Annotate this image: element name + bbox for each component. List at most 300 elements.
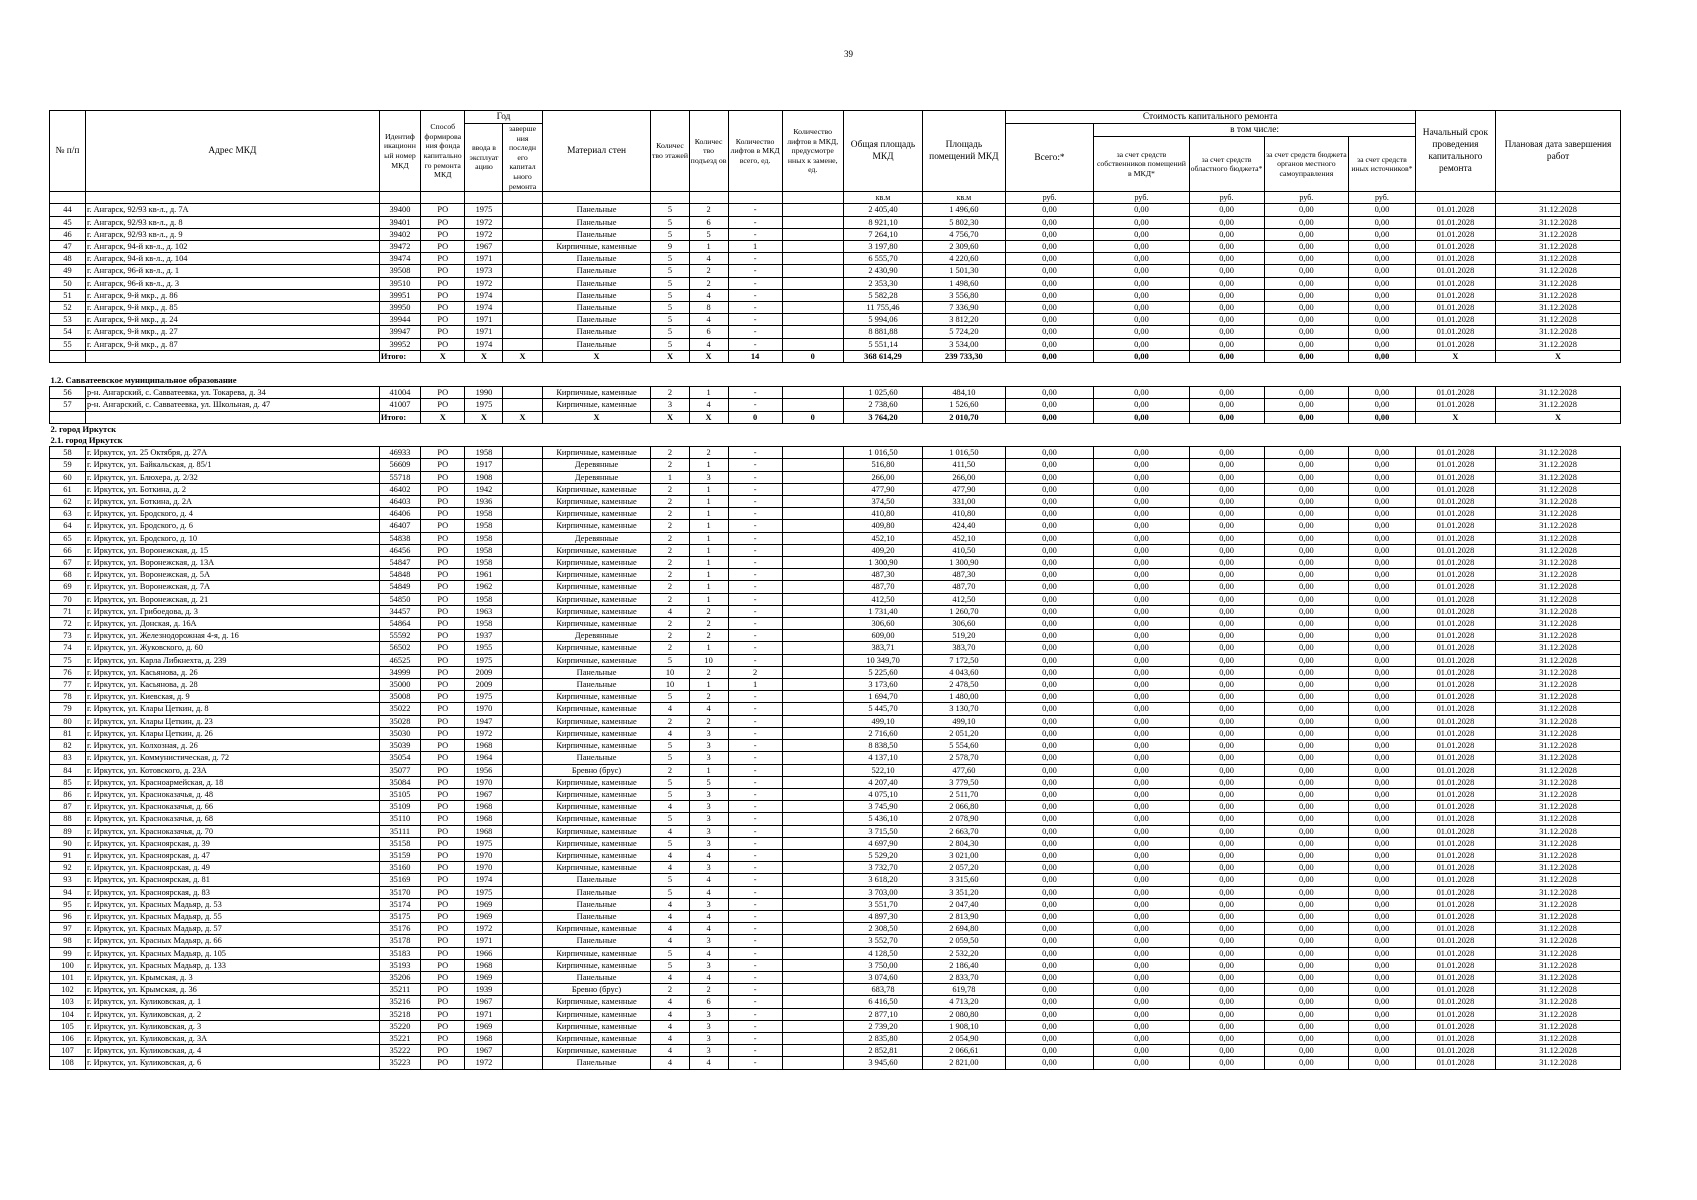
table-cell: 8 881,88	[843, 326, 922, 338]
table-cell: 4	[689, 1057, 728, 1069]
table-cell: 1942	[465, 483, 503, 495]
table-cell	[782, 715, 843, 727]
table-cell: 0,00	[1264, 1008, 1349, 1020]
table-cell: 0,00	[1349, 910, 1416, 922]
table-cell: 01.01.2028	[1415, 557, 1495, 569]
table-cell: 0,00	[1005, 910, 1094, 922]
table-cell: 4	[689, 947, 728, 959]
table-cell: 0,00	[1189, 618, 1264, 630]
table-cell: 82	[50, 740, 86, 752]
table-cell: 0,00	[1094, 204, 1189, 216]
table-cell: г. Иркутск, ул. Колхозная, д. 26	[85, 740, 379, 752]
table-cell: 2 309,60	[923, 240, 1005, 252]
table-cell: 0,00	[1094, 923, 1189, 935]
table-cell	[503, 314, 542, 326]
table-cell: 487,70	[923, 581, 1005, 593]
table-cell: Панельные	[542, 204, 651, 216]
table-cell: -	[728, 605, 782, 617]
table-cell: 8 838,50	[843, 740, 922, 752]
table-cell: 4 128,50	[843, 947, 922, 959]
table-cell	[503, 338, 542, 350]
table-cell: г. Иркутск, ул. Бродского, д. 10	[85, 532, 379, 544]
table-cell: -	[728, 752, 782, 764]
table-cell: г. Иркутск, ул. Клары Цеткин, д. 26	[85, 727, 379, 739]
table-cell	[503, 923, 542, 935]
table-cell: 31.12.2028	[1496, 520, 1621, 532]
table-cell: 0,00	[1264, 752, 1349, 764]
table-cell: 31.12.2028	[1496, 898, 1621, 910]
table-cell: г. Ангарск, 9-й мкр., д. 87	[85, 338, 379, 350]
table-cell: 31.12.2028	[1496, 265, 1621, 277]
table-cell	[503, 752, 542, 764]
table-cell: Деревянные	[542, 630, 651, 642]
table-cell: 0,00	[1189, 703, 1264, 715]
table-cell: г. Иркутск, ул. Красных Мадьяр, д. 66	[85, 935, 379, 947]
table-cell: Кирпичные, каменные	[542, 618, 651, 630]
table-cell: 5 436,10	[843, 813, 922, 825]
table-cell: 0,00	[1094, 471, 1189, 483]
table-cell: 0,00	[1005, 508, 1094, 520]
table-cell: 01.01.2028	[1415, 752, 1495, 764]
table-cell: 01.01.2028	[1415, 593, 1495, 605]
col-lifts-replace-header: Количество лифтов в МКД, предусмотре нных к замене, ед.	[782, 111, 843, 192]
table-cell: -	[728, 459, 782, 471]
table-cell: 01.01.2028	[1415, 387, 1495, 399]
table-cell	[503, 593, 542, 605]
table-cell: 1972	[465, 277, 503, 289]
table-cell	[782, 996, 843, 1008]
table-row	[50, 788, 1621, 800]
table-cell: 01.01.2028	[1415, 301, 1495, 313]
table-cell: 1 496,60	[923, 204, 1005, 216]
table-cell: 01.01.2028	[1415, 996, 1495, 1008]
col-floors-header: Количес тво этажей	[651, 111, 689, 192]
table-cell: 46403	[379, 496, 420, 508]
table-cell: -	[728, 654, 782, 666]
table-cell: 0,00	[1094, 569, 1189, 581]
table-cell	[782, 874, 843, 886]
table-cell: 5	[651, 788, 689, 800]
table-row	[50, 289, 1621, 301]
table-cell	[503, 886, 542, 898]
table-cell	[782, 788, 843, 800]
table-cell: 01.01.2028	[1415, 935, 1495, 947]
table-cell: 01.01.2028	[1415, 825, 1495, 837]
table-cell: 2	[689, 666, 728, 678]
table-cell: РО	[421, 862, 465, 874]
table-cell: 3	[689, 801, 728, 813]
table-cell: РО	[421, 1045, 465, 1057]
table-row	[50, 508, 1621, 520]
table-cell: 01.01.2028	[1415, 862, 1495, 874]
col-premises-area-header: Площадь помещений МКД	[923, 111, 1005, 192]
table-cell: РО	[421, 483, 465, 495]
table-cell: 1 501,30	[923, 265, 1005, 277]
table-cell: 2 078,90	[923, 813, 1005, 825]
table-cell: 477,90	[923, 483, 1005, 495]
table-cell: 31.12.2028	[1496, 557, 1621, 569]
table-cell: Кирпичные, каменные	[542, 715, 651, 727]
table-row	[50, 825, 1621, 837]
table-cell: г. Иркутск, ул. Куликовская, д. 6	[85, 1057, 379, 1069]
table-cell	[503, 216, 542, 228]
table-cell: г. Ангарск, 92/93 кв-л., д. 8	[85, 216, 379, 228]
table-cell: 39510	[379, 277, 420, 289]
table-cell: 0,00	[1094, 496, 1189, 508]
table-cell: 2 578,70	[923, 752, 1005, 764]
table-cell: 3 197,80	[843, 240, 922, 252]
table-cell: РО	[421, 216, 465, 228]
table-cell: РО	[421, 971, 465, 983]
table-cell	[503, 557, 542, 569]
table-cell: г. Ангарск, 9-й мкр., д. 24	[85, 314, 379, 326]
table-cell: 31.12.2028	[1496, 886, 1621, 898]
table-cell	[782, 326, 843, 338]
table-cell: 31.12.2028	[1496, 825, 1621, 837]
table-cell: 2	[651, 642, 689, 654]
table-cell: 8 921,10	[843, 216, 922, 228]
table-cell: 6 555,70	[843, 253, 922, 265]
table-cell: 54849	[379, 581, 420, 593]
table-cell: 0,00	[1189, 1045, 1264, 1057]
col-address-header: Адрес МКД	[85, 111, 379, 192]
table-cell: 2 821,00	[923, 1057, 1005, 1069]
table-cell: 4 713,20	[923, 996, 1005, 1008]
table-cell: 0,00	[1005, 996, 1094, 1008]
table-cell: г. Иркутск, ул. Воронежская, д. 7А	[85, 581, 379, 593]
table-cell: РО	[421, 228, 465, 240]
table-cell: 619,78	[923, 984, 1005, 996]
table-cell: -	[728, 483, 782, 495]
table-cell: 01.01.2028	[1415, 204, 1495, 216]
table-cell: г. Иркутск, ул. Клары Цеткин, д. 8	[85, 703, 379, 715]
table-cell: 0,00	[1264, 1020, 1349, 1032]
table-cell: 0,00	[1094, 862, 1189, 874]
table-cell: 3	[689, 727, 728, 739]
table-cell: Панельные	[542, 935, 651, 947]
table-cell: 4	[689, 253, 728, 265]
table-cell: 0,00	[1094, 971, 1189, 983]
table-cell: 0,00	[1189, 1020, 1264, 1032]
table-cell: -	[728, 813, 782, 825]
table-cell: 2	[651, 387, 689, 399]
table-cell: 5	[651, 691, 689, 703]
table-cell: г. Иркутск, ул. Красноказачья, д. 68	[85, 813, 379, 825]
table-cell: 31.12.2028	[1496, 764, 1621, 776]
table-cell: 4 137,10	[843, 752, 922, 764]
table-cell: 0,00	[1005, 593, 1094, 605]
table-row	[50, 996, 1621, 1008]
table-cell: Кирпичные, каменные	[542, 496, 651, 508]
table-cell: 0,00	[1189, 253, 1264, 265]
table-cell: РО	[421, 813, 465, 825]
table-cell: 01.01.2028	[1415, 715, 1495, 727]
table-cell: 46933	[379, 447, 420, 459]
table-cell: 5	[651, 326, 689, 338]
table-cell: 2 047,40	[923, 898, 1005, 910]
table-cell: 10	[651, 679, 689, 691]
table-cell: 0,00	[1349, 1008, 1416, 1020]
table-cell: 0,00	[1349, 898, 1416, 910]
table-cell: 35000	[379, 679, 420, 691]
table-cell: 0,00	[1349, 557, 1416, 569]
table-cell: 5	[651, 947, 689, 959]
col-regional-header: за счет средств областного бюджета*	[1189, 137, 1264, 192]
table-cell: 0,00	[1349, 593, 1416, 605]
table-cell: 0,00	[1094, 1045, 1189, 1057]
table-cell: 1	[689, 581, 728, 593]
table-cell	[782, 1020, 843, 1032]
table-cell: 0,00	[1349, 703, 1416, 715]
table-cell: 0,00	[1264, 654, 1349, 666]
table-cell	[782, 910, 843, 922]
table-cell: 2 511,70	[923, 788, 1005, 800]
table-row	[50, 801, 1621, 813]
table-cell: 1970	[465, 776, 503, 788]
table-cell: 1966	[465, 947, 503, 959]
table-cell: 0,00	[1189, 776, 1264, 788]
table-row	[50, 740, 1621, 752]
table-cell: 108	[50, 1057, 86, 1069]
table-cell: X	[542, 350, 651, 362]
table-cell: РО	[421, 642, 465, 654]
table-cell: Панельные	[542, 277, 651, 289]
table-cell: 2	[651, 764, 689, 776]
table-cell: 2 059,50	[923, 935, 1005, 947]
table-cell	[503, 825, 542, 837]
table-cell: РО	[421, 1057, 465, 1069]
table-cell: Кирпичные, каменные	[542, 849, 651, 861]
table-cell: 0,00	[1005, 1057, 1094, 1069]
table-cell: 5 445,70	[843, 703, 922, 715]
table-cell: 477,90	[843, 483, 922, 495]
table-cell: 88	[50, 813, 86, 825]
table-cell: 66	[50, 544, 86, 556]
table-cell: 35028	[379, 715, 420, 727]
table-cell: -	[728, 447, 782, 459]
table-cell: 0,00	[1005, 496, 1094, 508]
table-cell: 2 532,20	[923, 947, 1005, 959]
table-cell: 0,00	[1189, 508, 1264, 520]
table-cell: 2 813,90	[923, 910, 1005, 922]
table-cell: 0,00	[1005, 350, 1094, 362]
table-cell	[503, 642, 542, 654]
table-cell: 01.01.2028	[1415, 544, 1495, 556]
table-cell: 3	[689, 1008, 728, 1020]
table-cell: 0,00	[1005, 216, 1094, 228]
table-cell	[503, 532, 542, 544]
table-cell: 4	[651, 898, 689, 910]
table-cell: 90	[50, 837, 86, 849]
table-cell: г. Иркутск, ул. Байкальская, д. 85/1	[85, 459, 379, 471]
table-cell: Кирпичные, каменные	[542, 825, 651, 837]
table-cell: 5	[651, 253, 689, 265]
table-cell: 4	[689, 289, 728, 301]
table-cell: 1964	[465, 752, 503, 764]
table-cell: 0,00	[1094, 837, 1189, 849]
table-cell: 5	[689, 776, 728, 788]
table-cell: РО	[421, 703, 465, 715]
table-cell: 2 066,80	[923, 801, 1005, 813]
table-cell: 0,00	[1189, 825, 1264, 837]
table-cell: 35221	[379, 1032, 420, 1044]
table-cell: 0,00	[1189, 605, 1264, 617]
table-cell: 1	[689, 387, 728, 399]
table-cell: 35158	[379, 837, 420, 849]
table-cell: -	[728, 387, 782, 399]
table-cell: 0,00	[1094, 459, 1189, 471]
table-cell: 0,00	[1094, 825, 1189, 837]
table-cell: Деревянные	[542, 459, 651, 471]
table-cell: 3	[689, 788, 728, 800]
table-row	[50, 715, 1621, 727]
table-cell: 0,00	[1189, 314, 1264, 326]
table-cell: 01.01.2028	[1415, 265, 1495, 277]
table-cell: 3 173,60	[843, 679, 922, 691]
table-cell: 383,71	[843, 642, 922, 654]
table-cell: 0,00	[1094, 898, 1189, 910]
table-cell: 5 802,30	[923, 216, 1005, 228]
table-cell: 56502	[379, 642, 420, 654]
table-cell: 1972	[465, 923, 503, 935]
table-cell: Панельные	[542, 301, 651, 313]
table-cell: 0,00	[1264, 277, 1349, 289]
table-cell: 1968	[465, 740, 503, 752]
table-cell	[503, 569, 542, 581]
table-cell: 1	[689, 520, 728, 532]
table-cell: 6	[689, 996, 728, 1008]
table-cell: 35160	[379, 862, 420, 874]
table-cell: 39950	[379, 301, 420, 313]
table-cell: 0,00	[1264, 764, 1349, 776]
table-cell: -	[728, 984, 782, 996]
table-cell: 1 300,90	[843, 557, 922, 569]
table-cell	[503, 996, 542, 1008]
table-cell	[503, 874, 542, 886]
table-cell: 35111	[379, 825, 420, 837]
table-cell: 1	[689, 483, 728, 495]
table-cell: 0,00	[1005, 691, 1094, 703]
table-cell: 0,00	[1189, 923, 1264, 935]
table-cell: 53	[50, 314, 86, 326]
table-cell: 0,00	[1264, 703, 1349, 715]
table-cell: 306,60	[843, 618, 922, 630]
table-cell: X	[465, 350, 503, 362]
table-cell: 14	[728, 350, 782, 362]
table-cell: 0,00	[1094, 216, 1189, 228]
table-cell: 0,00	[1094, 849, 1189, 861]
table-cell	[503, 1032, 542, 1044]
table-cell: 5 994,06	[843, 314, 922, 326]
table-cell: РО	[421, 654, 465, 666]
table-cell: 0,00	[1349, 923, 1416, 935]
table-cell	[782, 923, 843, 935]
table-cell: 76	[50, 666, 86, 678]
table-cell	[782, 532, 843, 544]
table-cell: 0,00	[1264, 959, 1349, 971]
table-cell: 01.01.2028	[1415, 703, 1495, 715]
table-cell: 411,50	[923, 459, 1005, 471]
table-cell: 39401	[379, 216, 420, 228]
table-cell: 0,00	[1005, 825, 1094, 837]
table-cell: 0,00	[1264, 459, 1349, 471]
table-cell: -	[728, 593, 782, 605]
table-cell: г. Иркутск, ул. Красноярская, д. 83	[85, 886, 379, 898]
table-cell: 2 663,70	[923, 825, 1005, 837]
table-cell: 31.12.2028	[1496, 703, 1621, 715]
table-cell: 01.01.2028	[1415, 971, 1495, 983]
table-cell: 3	[689, 1045, 728, 1057]
table-cell: 01.01.2028	[1415, 898, 1495, 910]
table-cell: -	[728, 776, 782, 788]
table-cell: г. Ангарск, 94-й кв-л., д. 104	[85, 253, 379, 265]
table-cell: 1 908,10	[923, 1020, 1005, 1032]
table-cell: 39944	[379, 314, 420, 326]
table-cell	[782, 1045, 843, 1057]
table-cell: 01.01.2028	[1415, 654, 1495, 666]
table-cell: РО	[421, 910, 465, 922]
table-cell: 5	[651, 277, 689, 289]
table-cell: 0,00	[1264, 593, 1349, 605]
col-wall-header: Материал стен	[542, 111, 651, 192]
table-cell: 0,00	[1005, 277, 1094, 289]
table-cell: 0,00	[1189, 813, 1264, 825]
table-cell: 0,00	[1005, 666, 1094, 678]
table-cell: 0,00	[1349, 801, 1416, 813]
table-cell: 4	[651, 703, 689, 715]
table-cell: г. Ангарск, 92/93 кв-л., д. 9	[85, 228, 379, 240]
table-cell	[503, 703, 542, 715]
table-cell: 35159	[379, 849, 420, 861]
table-cell: 0,00	[1094, 338, 1189, 350]
table-cell: 5 724,20	[923, 326, 1005, 338]
table-cell: 1	[689, 593, 728, 605]
table-cell: 1975	[465, 837, 503, 849]
table-cell: -	[728, 764, 782, 776]
table-cell: 0,00	[1264, 666, 1349, 678]
table-cell: 0,00	[1349, 459, 1416, 471]
table-cell: Кирпичные, каменные	[542, 923, 651, 935]
table-cell: 1 694,70	[843, 691, 922, 703]
table-cell: РО	[421, 679, 465, 691]
table-cell: 0,00	[1349, 326, 1416, 338]
table-row	[50, 862, 1621, 874]
table-cell	[503, 740, 542, 752]
unit-premises-area: кв.м	[923, 192, 1005, 204]
table-cell: 4	[651, 1057, 689, 1069]
section-title-savvateevka: 1.2. Савватеевское муниципальное образование	[50, 375, 237, 385]
table-cell: 35176	[379, 923, 420, 935]
table-cell: 0,00	[1005, 557, 1094, 569]
table-cell: 35105	[379, 788, 420, 800]
table-cell: 0,00	[1349, 996, 1416, 1008]
table-cell: 0,00	[1094, 801, 1189, 813]
table-cell: 31.12.2028	[1496, 447, 1621, 459]
table-cell: 31.12.2028	[1496, 1057, 1621, 1069]
table-cell: 35077	[379, 764, 420, 776]
table-cell: г. Иркутск, ул. Грибоедова, д. 3	[85, 605, 379, 617]
table-cell	[782, 959, 843, 971]
table-cell: Деревянные	[542, 532, 651, 544]
table-cell: 0,00	[1189, 399, 1264, 411]
table-cell: 0,00	[1005, 240, 1094, 252]
table-cell: РО	[421, 691, 465, 703]
table-cell: -	[728, 996, 782, 1008]
table-cell: РО	[421, 898, 465, 910]
table-cell	[782, 691, 843, 703]
table-cell: 0,00	[1005, 984, 1094, 996]
table-row	[50, 326, 1621, 338]
